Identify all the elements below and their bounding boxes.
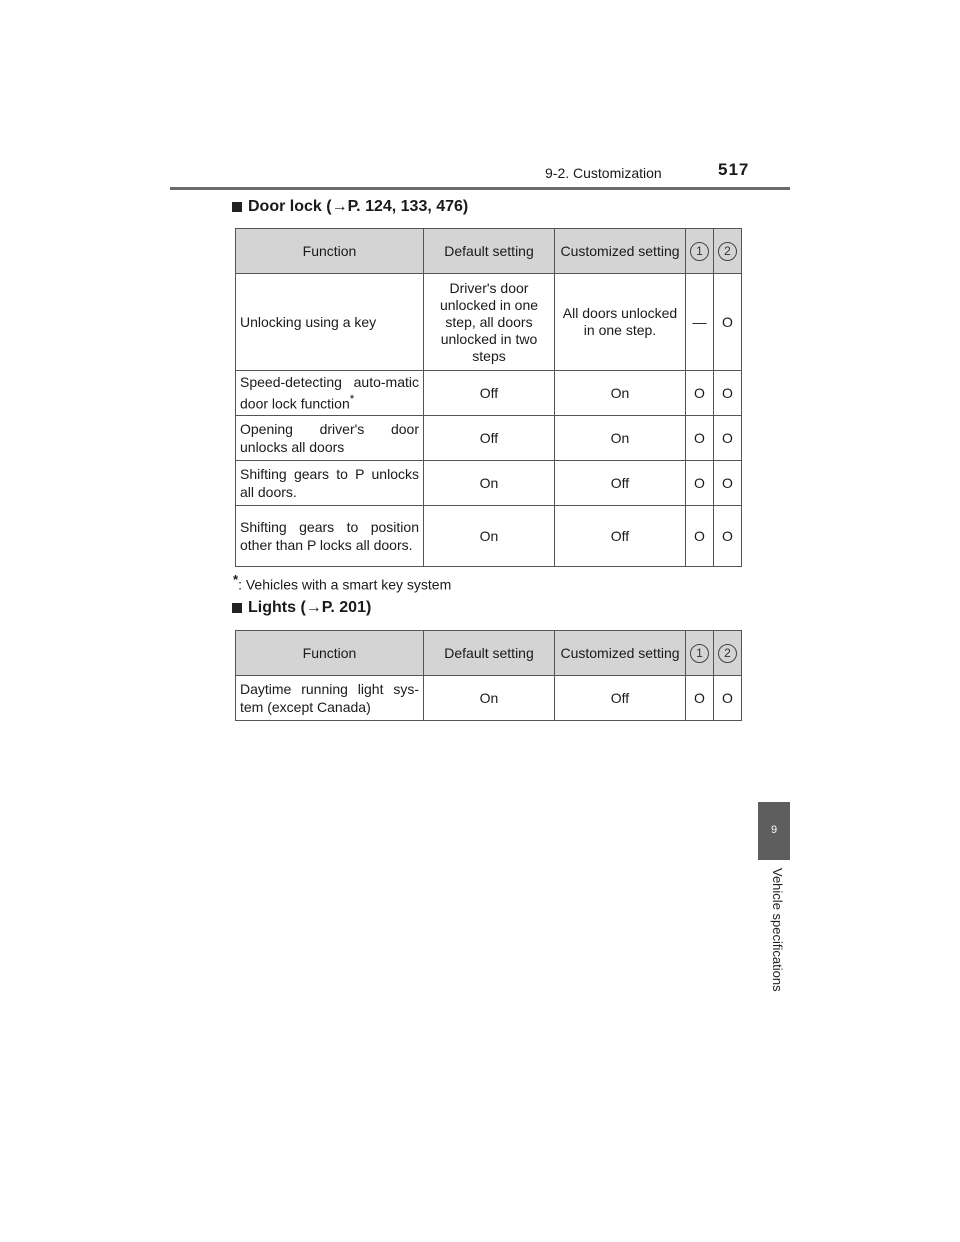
cell-c2: O	[714, 274, 742, 371]
cell-function: Unlocking using a key	[236, 274, 424, 371]
cell-function: Daytime running light sys-tem (except Canada)	[236, 676, 424, 721]
cell-default: On	[424, 676, 555, 721]
cell-function	[236, 371, 424, 416]
footnote	[233, 572, 451, 593]
door-lock-heading	[232, 198, 468, 216]
page-number: 517	[718, 160, 750, 179]
col-function: Function	[236, 229, 424, 274]
table-row	[236, 506, 742, 567]
cell-c2: O	[714, 371, 742, 416]
table-header-row	[236, 229, 742, 274]
cell-default: Off	[424, 371, 555, 416]
header-rule	[170, 187, 790, 190]
asterisk-mark: *	[349, 393, 355, 407]
cell-c1: O	[686, 416, 714, 461]
cell-function-text: Speed-detecting auto-matic door lock function	[240, 374, 419, 412]
lights-title: Lights (→P. 201)	[248, 599, 372, 616]
cell-c1: O	[686, 371, 714, 416]
table-row	[236, 461, 742, 506]
col-default-setting: Default setting	[424, 631, 555, 676]
table-row	[236, 371, 742, 416]
col-default-setting: Default setting	[424, 229, 555, 274]
table-row	[236, 416, 742, 461]
footnote-asterisk: *	[233, 572, 239, 587]
chapter-title: Vehicle specifications	[770, 868, 785, 992]
col-function: Function	[236, 631, 424, 676]
cell-customized: Off	[555, 676, 686, 721]
square-bullet-icon	[232, 603, 242, 613]
cell-c1: O	[686, 506, 714, 567]
col-customized-setting: Customized setting	[555, 229, 686, 274]
col-customized-setting: Customized setting	[555, 631, 686, 676]
col-1	[686, 631, 714, 676]
cell-customized: All doors unlocked in one step.	[555, 274, 686, 371]
cell-default: Off	[424, 416, 555, 461]
cell-c2: O	[714, 506, 742, 567]
circled-2-icon: 2	[718, 242, 737, 261]
cell-c2: O	[714, 461, 742, 506]
lights-table	[235, 630, 742, 721]
col-2	[714, 229, 742, 274]
cell-c2: O	[714, 416, 742, 461]
section-header: 9-2. Customization	[545, 165, 662, 181]
cell-default: On	[424, 461, 555, 506]
cell-function: Opening driver's door unlocks all doors	[236, 416, 424, 461]
circled-2-icon: 2	[718, 644, 737, 663]
cell-customized: Off	[555, 461, 686, 506]
cell-c1: —	[686, 274, 714, 371]
cell-customized: On	[555, 416, 686, 461]
cell-function: Shifting gears to P unlocks all doors.	[236, 461, 424, 506]
chapter-number: 9	[770, 824, 778, 836]
lights-heading	[232, 599, 371, 617]
door-lock-title: Door lock (→P. 124, 133, 476)	[248, 198, 469, 215]
cell-c2: O	[714, 676, 742, 721]
table-row	[236, 274, 742, 371]
cell-default: Driver's door unlocked in one step, all doors unlocked in two steps	[424, 274, 555, 371]
col-2	[714, 631, 742, 676]
cell-c1: O	[686, 461, 714, 506]
cell-customized: On	[555, 371, 686, 416]
cell-default: On	[424, 506, 555, 567]
footnote-text: : Vehicles with a smart key system	[238, 576, 452, 593]
cell-c1: O	[686, 676, 714, 721]
cell-function: Shifting gears to position other than P locks all doors.	[236, 506, 424, 567]
cell-customized: Off	[555, 506, 686, 567]
table-header-row	[236, 631, 742, 676]
door-lock-table	[235, 228, 742, 567]
square-bullet-icon	[232, 202, 242, 212]
table-row	[236, 676, 742, 721]
chapter-tab	[758, 802, 790, 860]
col-1	[686, 229, 714, 274]
circled-1-icon: 1	[690, 242, 709, 261]
circled-1-icon: 1	[690, 644, 709, 663]
